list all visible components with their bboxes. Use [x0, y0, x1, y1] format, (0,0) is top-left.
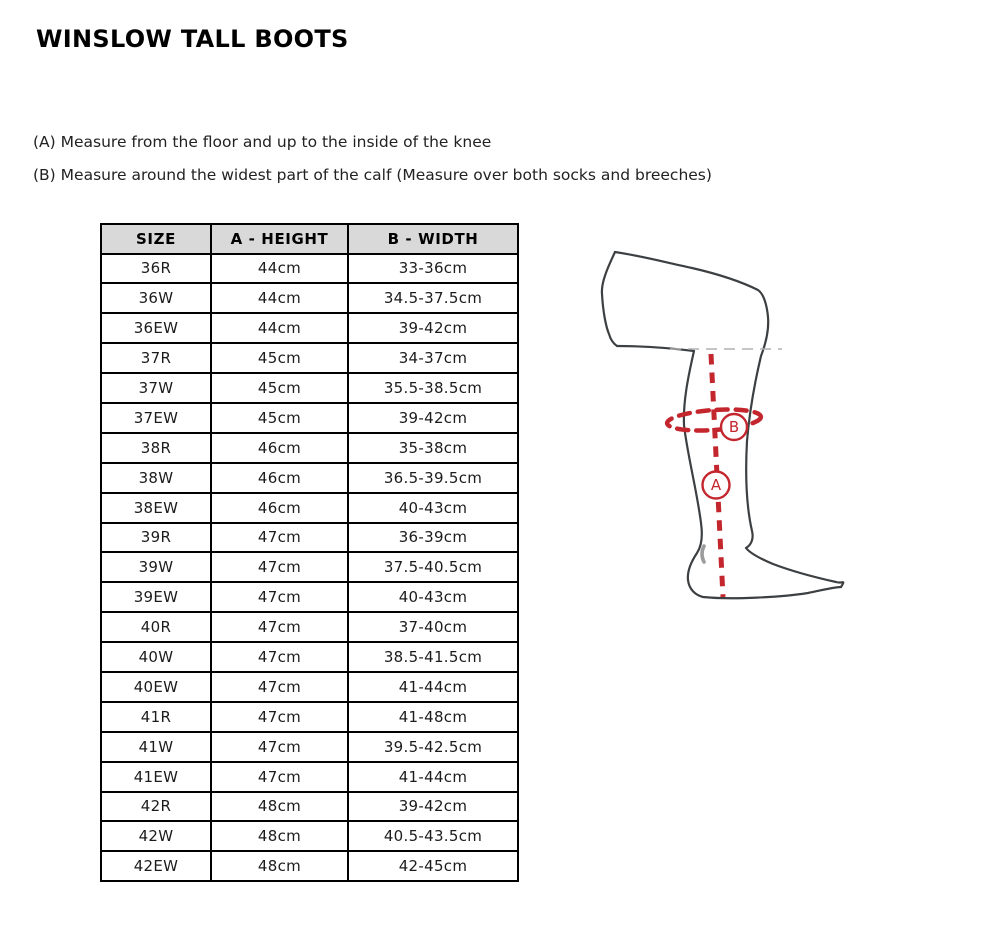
table-row [101, 642, 518, 672]
cell-size: 42R [101, 792, 211, 822]
cell-size: 38R [101, 433, 211, 463]
cell-size: 40EW [101, 672, 211, 702]
cell-height: 44cm [211, 254, 348, 284]
cell-height: 45cm [211, 403, 348, 433]
leg-outline-thigh-left [602, 252, 617, 346]
cell-size: 41W [101, 732, 211, 762]
table-row [101, 552, 518, 582]
cell-width: 35-38cm [348, 433, 518, 463]
table-row [101, 612, 518, 642]
instruction-width: (B) Measure around the widest part of the calf (Measure over both socks and breeches) [33, 166, 712, 184]
header-row [101, 224, 518, 254]
instruction-height: (A) Measure from the floor and up to the inside of the knee [33, 133, 492, 151]
cell-width: 39.5-42.5cm [348, 732, 518, 762]
cell-height: 46cm [211, 493, 348, 523]
cell-width: 39-42cm [348, 403, 518, 433]
ankle-mark [702, 546, 704, 562]
cell-size: 39W [101, 552, 211, 582]
label-b-circle [721, 414, 747, 440]
cell-width: 39-42cm [348, 792, 518, 822]
cell-size: 37R [101, 343, 211, 373]
cell-size: 36R [101, 254, 211, 284]
leg-measurement-diagram [570, 230, 890, 620]
cell-width: 37.5-40.5cm [348, 552, 518, 582]
label-a-circle [703, 472, 730, 499]
table-row [101, 792, 518, 822]
cell-width: 40-43cm [348, 493, 518, 523]
cell-width: 34.5-37.5cm [348, 283, 518, 313]
cell-height: 47cm [211, 523, 348, 553]
label-b-text: B [728, 418, 740, 436]
table-row [101, 493, 518, 523]
table-row [101, 343, 518, 373]
table-row [101, 373, 518, 403]
cell-width: 35.5-38.5cm [348, 373, 518, 403]
cell-height: 45cm [211, 343, 348, 373]
header-size: SIZE [101, 224, 211, 254]
table-row [101, 283, 518, 313]
cell-size: 36W [101, 283, 211, 313]
cell-width: 42-45cm [348, 851, 518, 881]
cell-size: 40W [101, 642, 211, 672]
cell-height: 47cm [211, 762, 348, 792]
size-table [100, 223, 519, 882]
leg-diagram-svg [570, 230, 890, 620]
leg-outline-front [617, 346, 841, 598]
table-row [101, 762, 518, 792]
cell-width: 34-37cm [348, 343, 518, 373]
cell-height: 47cm [211, 612, 348, 642]
cell-height: 48cm [211, 851, 348, 881]
cell-width: 33-36cm [348, 254, 518, 284]
cell-size: 37W [101, 373, 211, 403]
cell-size: 37EW [101, 403, 211, 433]
table-row [101, 582, 518, 612]
page-title: WINSLOW TALL BOOTS [36, 25, 349, 53]
cell-width: 41-44cm [348, 672, 518, 702]
cell-width: 37-40cm [348, 612, 518, 642]
table-row [101, 254, 518, 284]
label-a-text: A [710, 476, 722, 494]
cell-height: 47cm [211, 732, 348, 762]
cell-height: 46cm [211, 433, 348, 463]
cell-height: 44cm [211, 313, 348, 343]
cell-size: 39R [101, 523, 211, 553]
cell-height: 48cm [211, 792, 348, 822]
table-row [101, 313, 518, 343]
cell-size: 41R [101, 702, 211, 732]
cell-width: 40-43cm [348, 582, 518, 612]
header-height: A - HEIGHT [211, 224, 348, 254]
cell-size: 40R [101, 612, 211, 642]
cell-width: 36-39cm [348, 523, 518, 553]
cell-width: 41-44cm [348, 762, 518, 792]
cell-height: 45cm [211, 373, 348, 403]
cell-height: 48cm [211, 821, 348, 851]
cell-size: 41EW [101, 762, 211, 792]
header-width: B - WIDTH [348, 224, 518, 254]
cell-height: 47cm [211, 582, 348, 612]
cell-size: 42EW [101, 851, 211, 881]
cell-width: 38.5-41.5cm [348, 642, 518, 672]
cell-size: 42W [101, 821, 211, 851]
cell-width: 39-42cm [348, 313, 518, 343]
cell-size: 39EW [101, 582, 211, 612]
cell-width: 40.5-43.5cm [348, 821, 518, 851]
cell-size: 38EW [101, 493, 211, 523]
table-row [101, 403, 518, 433]
table-row [101, 433, 518, 463]
table-row [101, 523, 518, 553]
table-row [101, 732, 518, 762]
cell-height: 46cm [211, 463, 348, 493]
table-row [101, 702, 518, 732]
table-row [101, 672, 518, 702]
cell-height: 47cm [211, 672, 348, 702]
cell-height: 47cm [211, 702, 348, 732]
table-row [101, 463, 518, 493]
cell-size: 36EW [101, 313, 211, 343]
cell-width: 36.5-39.5cm [348, 463, 518, 493]
size-table-header [101, 224, 518, 254]
table-row [101, 821, 518, 851]
cell-width: 41-48cm [348, 702, 518, 732]
cell-size: 38W [101, 463, 211, 493]
cell-height: 47cm [211, 552, 348, 582]
size-table-body [101, 254, 518, 882]
cell-height: 44cm [211, 283, 348, 313]
cell-height: 47cm [211, 642, 348, 672]
table-row [101, 851, 518, 881]
